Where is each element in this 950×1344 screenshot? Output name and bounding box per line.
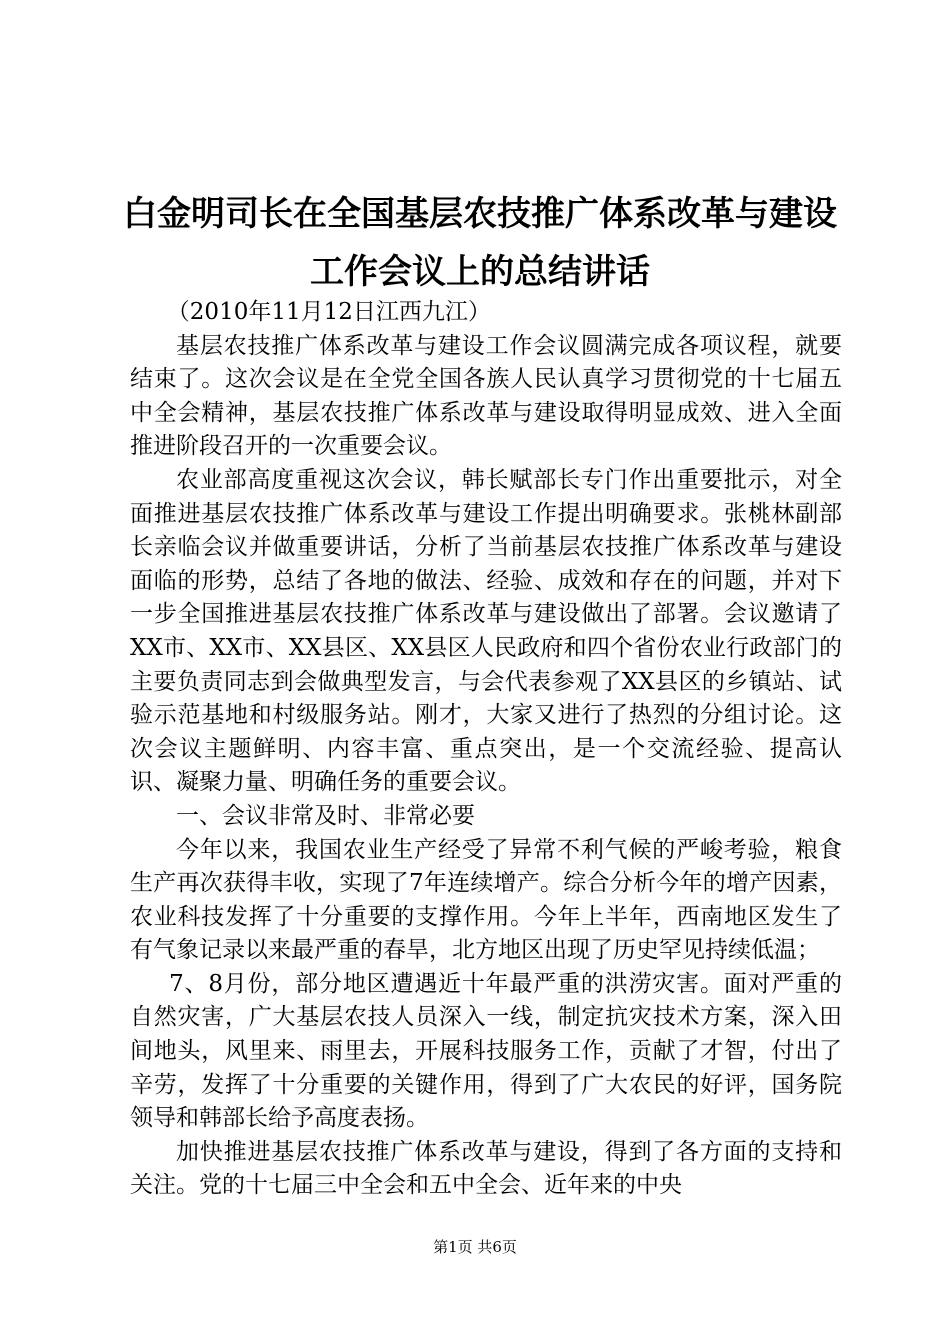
paragraph: 7、8月份，部分地区遭遇近十年最严重的洪涝灾害。面对严重的自然灾害，广大基层农技人员深入一线，制定抗灾技术方案，深入田间地头，风里来、雨里去，开展科技服务工作，贡献了才智，付出了辛劳，发挥了十分重要的关键作用，得到了广大农民的好评，国务院领导和韩部长给予高度表扬。 xyxy=(130,970,842,1132)
document-title: 白金明司长在全国基层农技推广体系改革与建设工作会议上的总结讲话 xyxy=(123,194,837,292)
paragraph: 今年以来，我国农业生产经受了异常不利气候的严峻考验，粮食生产再次获得丰收，实现了7年连续增产。综合分析今年的增产因素，农业科技发挥了十分重要的支撑作用。今年上半年，西南地区发生了有气象记录以来最严重的春旱，北方地区出现了历史罕见持续低温； xyxy=(130,836,842,964)
page-footer: 第1页 共6页 xyxy=(433,1238,517,1256)
date-line: （2010年11月12日江西九江） xyxy=(166,299,491,325)
paragraph: 农业部高度重视这次会议，韩长赋部长专门作出重要批示，对全面推进基层农技推广体系改革与建设工作提出明确要求。张桃林副部长亲临会议并做重要讲话，分析了当前基层农技推广体系改革与建设面临的形势，总结了各地的做法、经验、成效和存在的问题，并对下一步全国推进基层农技推广体系改革与建设做出了部署。会议邀请了XX市、XX市、XX县区、XX县区人民政府和四个省份农业行政部门的主要负责同志到会做典型发言，与会代表参观了XX县区的乡镇站、试验示范基地和村级服务站。刚才，大家又进行了热烈的分组讨论。这次会议主题鲜明、内容丰富、重点突出，是一个交流经验、提高认识、凝聚力量、明确任务的重要会议。 xyxy=(130,466,842,796)
document-body xyxy=(130,296,842,1203)
section-heading: 一、会议非常及时、非常必要 xyxy=(176,802,475,829)
paragraph: 加快推进基层农技推广体系改革与建设，得到了各方面的支持和关注。党的十七届三中全会和五中全会、近年来的中央 xyxy=(130,1138,842,1199)
paragraph: 基层农技推广体系改革与建设工作会议圆满完成各项议程，就要结束了。这次会议是在全党全国各族人民认真学习贯彻党的十七届五中全会精神，基层农技推广体系改革与建设取得明显成效、进入全面推进阶段召开的一次重要会议。 xyxy=(130,332,842,460)
